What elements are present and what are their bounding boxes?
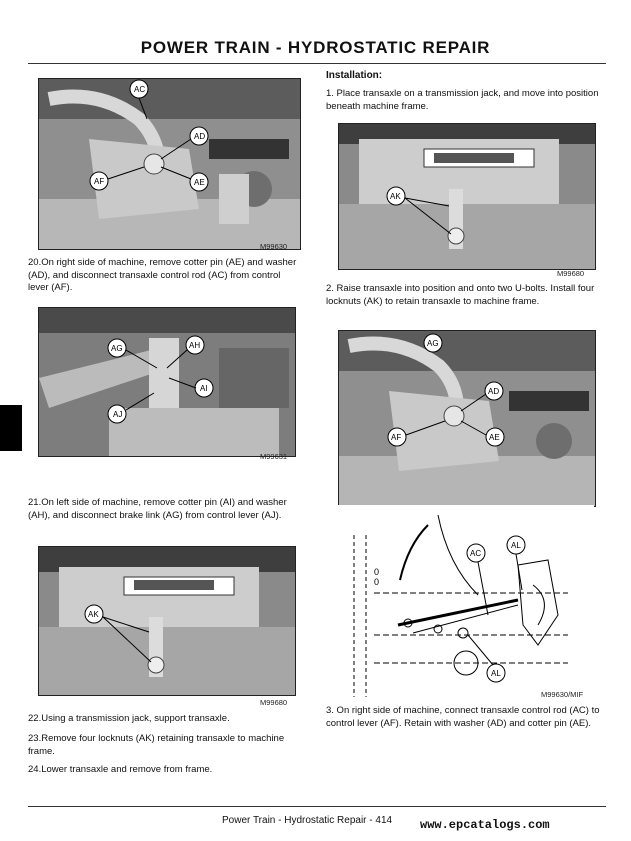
footer-page-label: Power Train - Hydrostatic Repair - 414 xyxy=(222,815,393,826)
callout-ae: AE xyxy=(194,178,205,187)
figure-caption-4: M99680 xyxy=(557,269,585,278)
header-rule xyxy=(28,63,606,64)
callout-ad: AD xyxy=(194,132,206,141)
footer-rule xyxy=(28,806,606,807)
callout-ae-install: AE xyxy=(489,433,500,442)
figure-caption-1: M99630 xyxy=(260,242,288,251)
callout-ac-diagram: AC xyxy=(470,549,482,558)
step-21: 21.On left side of machine, remove cotter pin (AI) and washer (AH), and disconnect brake link (AG) from control lever (AJ). xyxy=(28,497,287,521)
page-title: POWER TRAIN - HYDROSTATIC REPAIR xyxy=(140,38,491,57)
mark-0-a: 0 xyxy=(374,567,380,577)
install-step-3: 3. On right side of machine, connect transaxle control rod (AC) to control lever (AF). Retain with washer (AD) and cotter pin (AE). xyxy=(326,705,600,729)
photo-right-side-control-rod xyxy=(38,78,301,250)
photo-install-control-rod xyxy=(338,330,596,507)
callout-ag: AG xyxy=(111,344,123,353)
callout-ag-install: AG xyxy=(427,339,439,348)
photo-install-locknuts xyxy=(338,123,596,270)
callout-ak: AK xyxy=(88,610,99,619)
section-tab-marker xyxy=(0,405,22,451)
callout-ac: AC xyxy=(134,85,146,94)
callout-af: AF xyxy=(94,177,105,186)
install-step-2: 2. Raise transaxle into position and onto two U-bolts. Install four locknuts (AK) to retain transaxle to machine frame. xyxy=(326,283,595,307)
callout-ak-install: AK xyxy=(390,192,401,201)
callout-ad-install: AD xyxy=(488,387,500,396)
figure-caption-6: M99630/MIF xyxy=(541,690,584,699)
callout-al-diagram-bottom: AL xyxy=(491,669,501,678)
photo-transaxle-locknuts xyxy=(38,546,296,696)
installation-heading: Installation: xyxy=(326,70,383,81)
callout-af-install: AF xyxy=(391,433,402,442)
mark-0-b: 0 xyxy=(374,577,380,587)
step-22: 22.Using a transmission jack, support transaxle. xyxy=(28,713,230,724)
photo-left-side-brake-link xyxy=(38,307,296,457)
step-23: 23.Remove four locknuts (AK) retaining transaxle to machine frame. xyxy=(28,733,285,757)
step-20: 20.On right side of machine, remove cotter pin (AE) and washer (AD), and disconnect transaxle control rod (AC) from control lever (AF). xyxy=(28,257,297,293)
figure-caption-3: M99680 xyxy=(260,698,288,707)
callout-al-diagram-top: AL xyxy=(511,541,521,550)
callout-aj: AJ xyxy=(113,410,123,419)
footer-watermark-url[interactable]: www.epcatalogs.com xyxy=(420,818,550,832)
callout-ai: AI xyxy=(200,384,208,393)
install-step-1: 1. Place transaxle on a transmission jack, and move into position beneath machine frame. xyxy=(326,88,599,112)
callout-ah: AH xyxy=(189,341,201,350)
figure-caption-2: M99631 xyxy=(260,452,288,461)
diagram-control-linkage xyxy=(338,505,594,697)
step-24: 24.Lower transaxle and remove from frame. xyxy=(28,764,213,775)
